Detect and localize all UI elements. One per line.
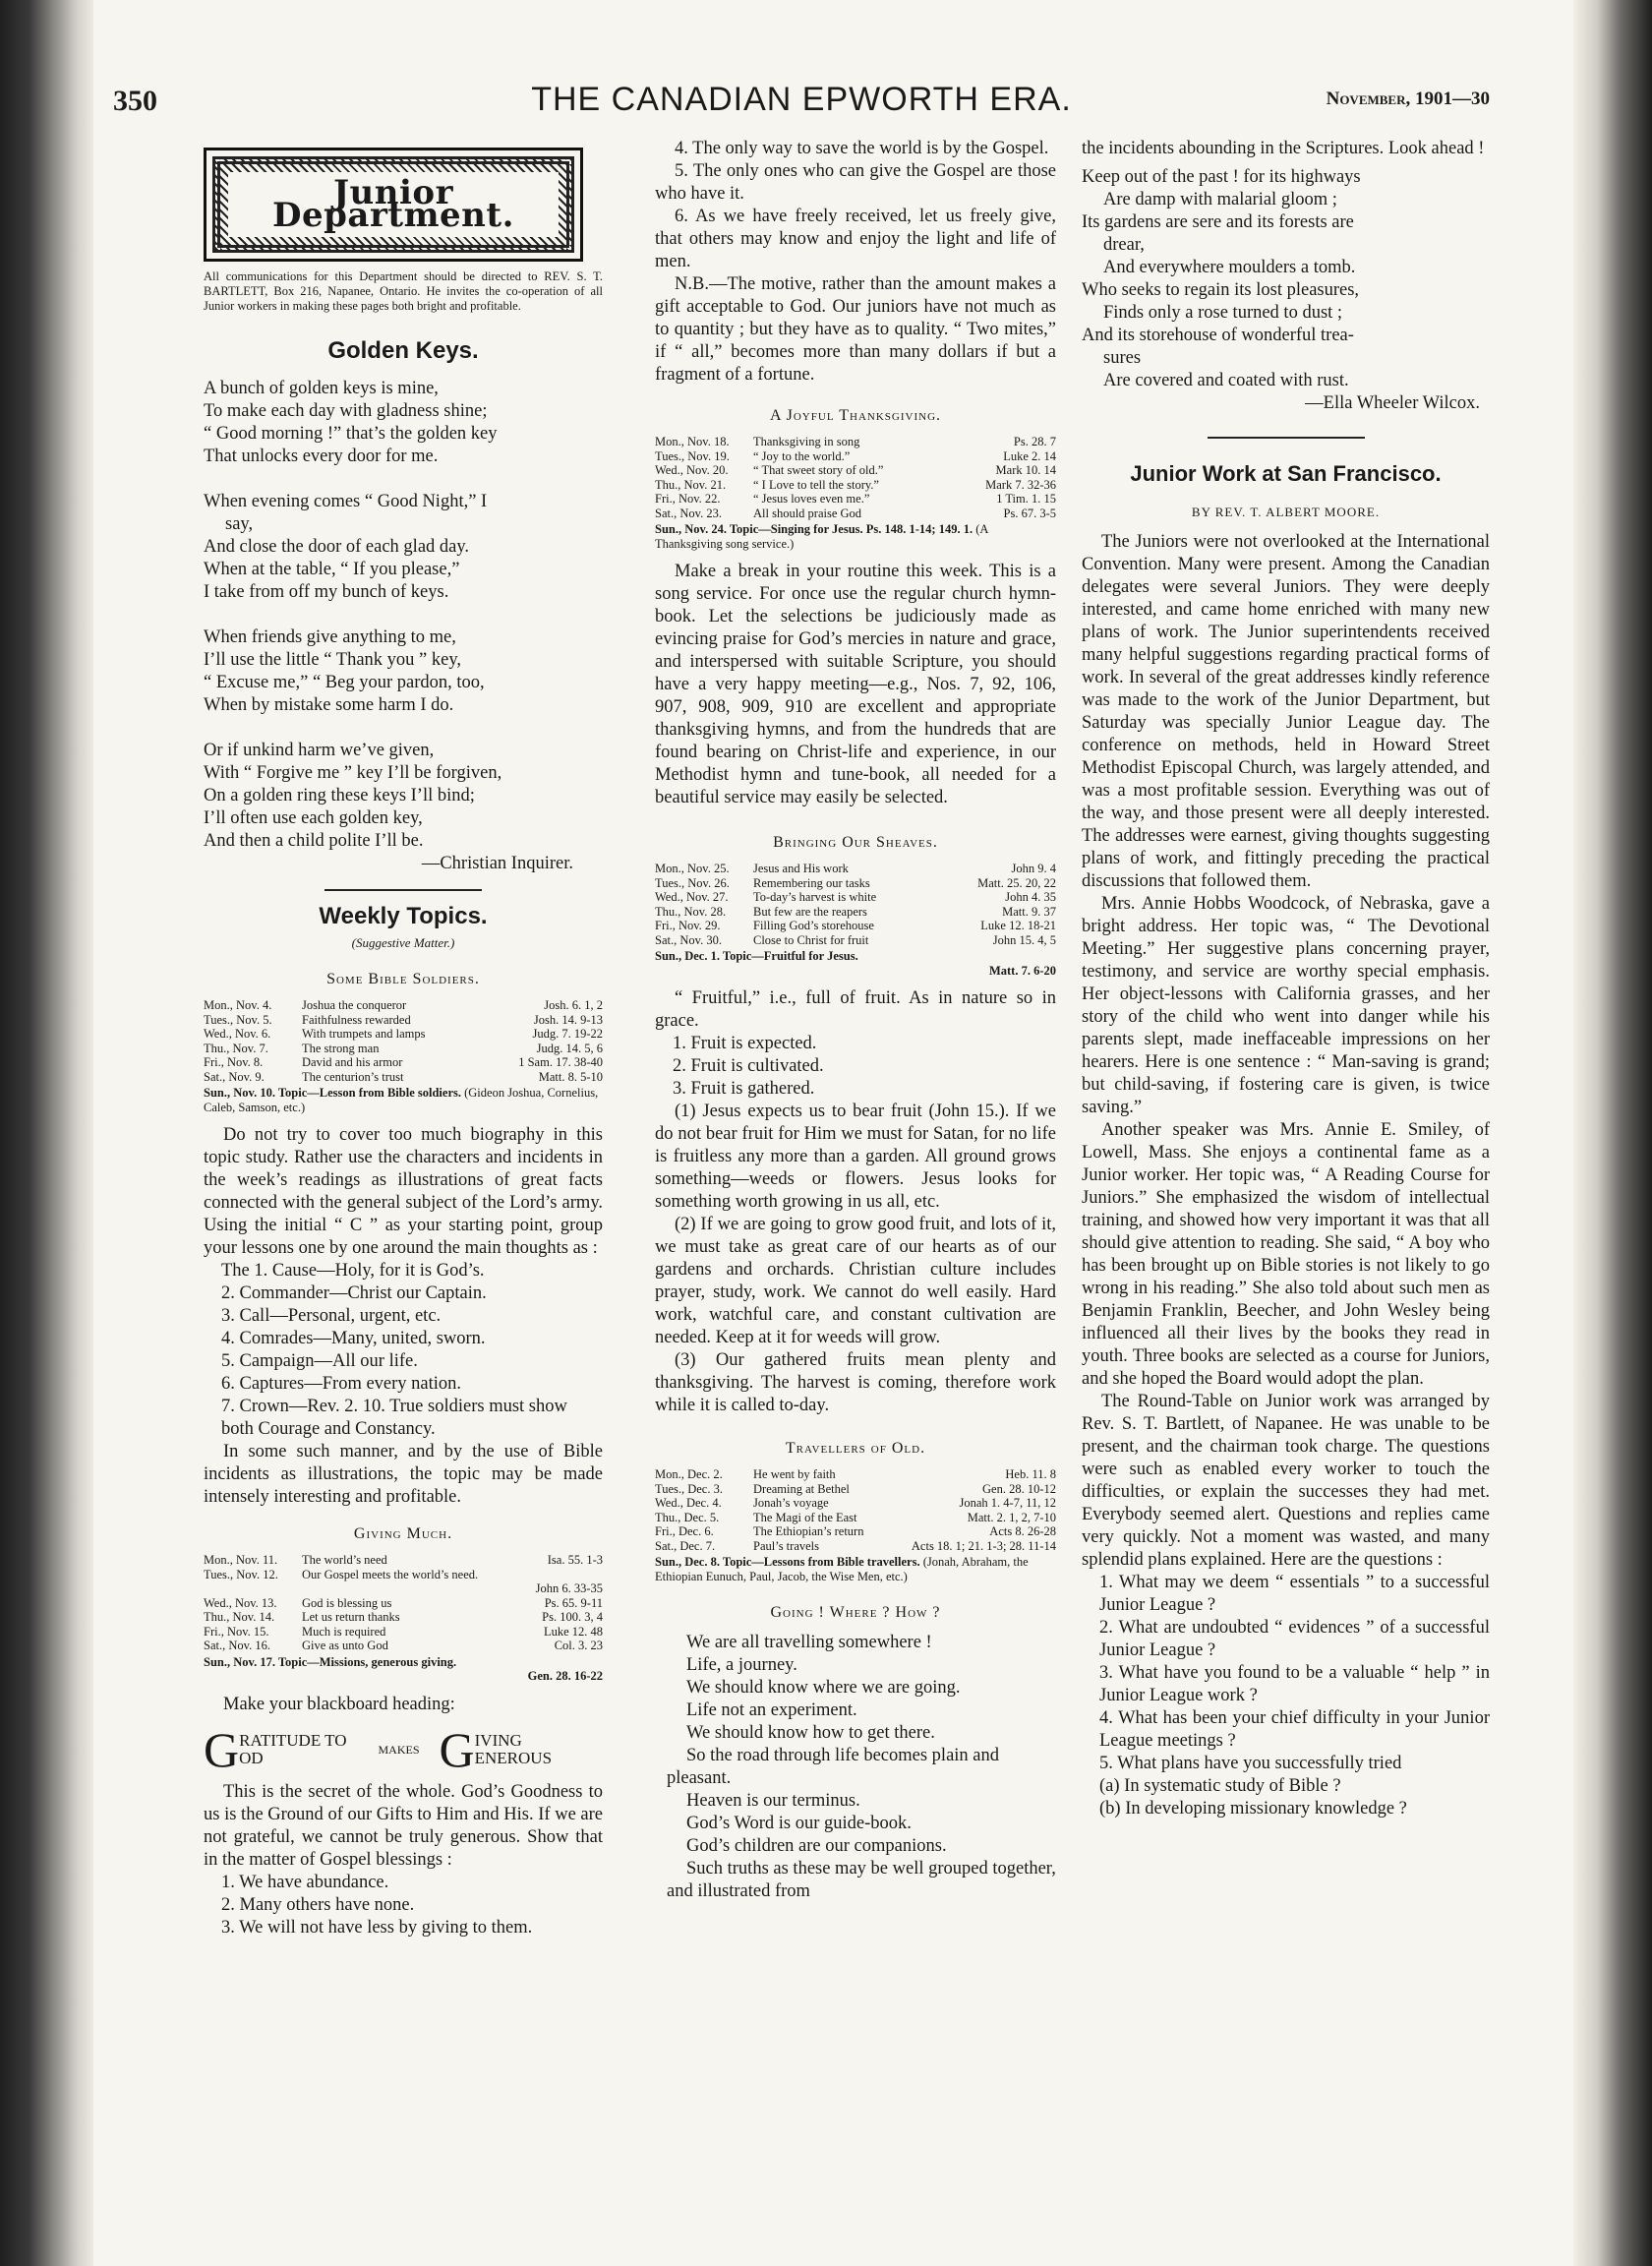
giving-much-heading: Giving Much. bbox=[353, 1525, 453, 1542]
department-note: All communications for this Department should be directed to REV. S. T. BARTLETT, Box 216, Napanee, Ontario. He invites the co-operation of all Junior workers in making these pages both bright and profitable. bbox=[204, 269, 603, 313]
list-item: Life not an experiment. bbox=[686, 1700, 857, 1720]
sheaves-topic bbox=[655, 949, 1056, 978]
sheaves-heading: Bringing Our Sheaves. bbox=[773, 834, 938, 851]
column-right bbox=[1082, 138, 1490, 1820]
poem-line: That unlocks every door for me. bbox=[204, 447, 439, 466]
reading-row bbox=[204, 1027, 603, 1042]
thanksgiving-heading: A Joyful Thanksgiving. bbox=[769, 407, 942, 424]
reading-date: Fri., Dec. 6. bbox=[655, 1524, 714, 1538]
reading-row bbox=[655, 1511, 1056, 1525]
paragraph: “ Fruitful,” i.e., full of fruit. As in nature so in grace. bbox=[655, 988, 1056, 1031]
reading-date: Sat., Nov. 23. bbox=[655, 506, 722, 520]
fruit-list bbox=[655, 1033, 1056, 1101]
reading-ref: Isa. 55. 1-3 bbox=[547, 1553, 603, 1567]
list-item: 3. We will not have less by giving to them. bbox=[221, 1917, 533, 1938]
paragraph: This is the secret of the whole. God’s Goodness to us is the Ground of our Gifts to Him and His. If we are not grateful, we cannot be truly generous. Show that in the matter of Gospel blessings : bbox=[204, 1781, 603, 1870]
san-francisco-article bbox=[1082, 531, 1490, 1572]
golden-keys-poem bbox=[204, 378, 603, 853]
page-header bbox=[113, 77, 1490, 126]
bible-soldiers-readings bbox=[204, 998, 603, 1084]
poem-line: To make each day with gladness shine; bbox=[204, 401, 488, 421]
reading-title: Paul’s travels bbox=[753, 1538, 820, 1553]
poem-line: When evening comes “ Good Night,” I bbox=[204, 492, 488, 511]
wilcox-source: —Ella Wheeler Wilcox. bbox=[1305, 393, 1480, 413]
poem-line: I’ll often use each golden key, bbox=[204, 808, 423, 828]
bb-word2b: ENEROUS bbox=[474, 1748, 553, 1767]
paragraph: The Juniors were not overlooked at the International Convention. Many were present. Among the Canadian delegates were several Juniors. They were deeply interested, and came home enriched with many new plans of work. The Junior superintendents received many helpful suggestions regarding practical forms of work. In several of the great addresses kindly reference was made to the work of the Junior Department, but Saturday was specially Junior League day. The conference on methods, held in Howard Street Methodist Episcopal Church, was largely attended, and was a most profitable session. Everything was out of the way, and those present were all deeply interested. The addresses were earnest, giving thoughts suggesting plans of work, and fittingly preceding the practical discussions that followed them. bbox=[1082, 532, 1490, 891]
reading-row bbox=[655, 435, 1056, 449]
list-item: 2. Many others have none. bbox=[221, 1894, 415, 1915]
reading-date: Wed., Nov. 20. bbox=[655, 463, 729, 477]
poem-line: With “ Forgive me ” key I’ll be forgiven, bbox=[204, 763, 502, 783]
list-item: 5. The only ones who can give the Gospel are those who have it. bbox=[655, 161, 1056, 204]
reading-row bbox=[655, 1482, 1056, 1497]
reading-title: David and his armor bbox=[302, 1055, 403, 1069]
bb-word2a: IVING bbox=[474, 1730, 522, 1750]
poem-line: And its storehouse of wonderful trea- bbox=[1082, 326, 1354, 345]
publication-title: THE CANADIAN EPWORTH ERA. bbox=[531, 81, 1072, 118]
paragraph: The Round-Table on Junior work was arranged by Rev. S. T. Bartlett, of Napanee. He was unable to be present, and the chairman took charge. The questions were such as enabled every worker to touch the difficulties, or explain the successes they had met. Everybody seemed alert. Questions and replies came very quickly. Not a moment was wasted, and many splendid plans explained. Here are the questions : bbox=[1082, 1392, 1490, 1570]
list-item: (a) In systematic study of Bible ? bbox=[1099, 1776, 1341, 1796]
list-item: (b) In developing missionary knowledge ? bbox=[1099, 1799, 1407, 1819]
topic-line: Sun., Nov. 10. Topic—Lesson from Bible soldiers. bbox=[204, 1086, 461, 1100]
topic-line: Sun., Nov. 17. Topic—Missions, generous giving. bbox=[204, 1654, 457, 1669]
paragraph: (1) Jesus expects us to bear fruit (John 15.). If we do not bear fruit for Him we must for Satan, for no life is fruitless any more than a garden. All ground grows something—weeds or flowers. Jesus looks for something worth growing in us all, etc. bbox=[655, 1102, 1056, 1212]
list-item: We should know how to get there. bbox=[686, 1723, 935, 1743]
bb-word2 bbox=[475, 1732, 552, 1767]
reading-date: Thu., Nov. 7. bbox=[204, 1041, 268, 1055]
reading-title: Jonah’s voyage bbox=[753, 1496, 829, 1510]
reading-title: God is blessing us bbox=[302, 1595, 392, 1610]
list-item: 7. Crown—Rev. 2. 10. True soldiers must show both Courage and Constancy. bbox=[221, 1397, 567, 1439]
bb-word1a: RATITUDE TO bbox=[239, 1730, 347, 1750]
reading-title: “ I Love to tell the story.” bbox=[753, 477, 879, 492]
travellers-heading: Travellers of Old. bbox=[785, 1440, 926, 1457]
paragraph: Another speaker was Mrs. Annie E. Smiley, of Lowell, Mass. She enjoys a continental fame as a Junior worker. Her topic was, “ A Reading Course for Juniors.” She emphasized the wisdom of intellectual training, and showed how very important it was that all should give attention to reading. She said, “ A boy who has been brought up on Bible stories is not likely to go wrong in his reading.” She also told about such men as Benjamin Franklin, Beecher, and John Wesley being influenced all their lives by the books they read in youth. Three books are selected as a course for Juniors, and she hoped the Board would adopt the plan. bbox=[1082, 1120, 1490, 1389]
reading-ref: Col. 3. 23 bbox=[554, 1639, 603, 1652]
reading-row bbox=[655, 919, 1056, 933]
reading-title: Jesus and His work bbox=[753, 862, 849, 875]
reading-row bbox=[204, 1568, 603, 1582]
reading-row bbox=[204, 1610, 603, 1625]
reading-date: Sat., Nov. 9. bbox=[204, 1069, 265, 1084]
reading-ref: John 4. 35 bbox=[1005, 890, 1056, 904]
reading-row bbox=[655, 905, 1056, 920]
paragraph: (2) If we are going to grow good fruit, and lots of it, we must take as great care of our hearts as of our gardens and orchards. Christian culture includes prayer, study, work. We cannot do well easily. Hard work, watchful care, and constant cultivation are needed. Keep at it for weeds will grow. bbox=[655, 1215, 1056, 1347]
reading-ref: Luke 12. 48 bbox=[543, 1624, 603, 1639]
reading-title: The world’s need bbox=[302, 1553, 387, 1567]
reading-row bbox=[204, 1553, 603, 1568]
poem-line: And then a child polite I’ll be. bbox=[204, 831, 424, 851]
reading-ref bbox=[599, 1568, 603, 1582]
questions-list bbox=[1082, 1572, 1490, 1820]
list-item: God’s Word is our guide-book. bbox=[686, 1814, 912, 1833]
reading-title: Remembering our tasks bbox=[753, 875, 870, 890]
reading-title: “ That sweet story of old.” bbox=[753, 463, 884, 477]
reading-title: But few are the reapers bbox=[753, 904, 867, 919]
reading-row bbox=[204, 1042, 603, 1056]
travellers-topic bbox=[655, 1555, 1056, 1583]
bb-initial-g1: G bbox=[204, 1721, 240, 1777]
reading-row bbox=[204, 1013, 603, 1028]
wilcox-poem bbox=[1082, 166, 1490, 392]
golden-keys-heading: Golden Keys. bbox=[327, 337, 479, 364]
san-francisco-byline: BY REV. T. ALBERT MOORE. bbox=[1191, 505, 1381, 519]
bb-word1b: OD bbox=[239, 1748, 264, 1767]
reading-ref: Acts 18. 1; 21. 1-3; 28. 11-14 bbox=[911, 1538, 1056, 1553]
topic-note: (Gideon Joshua, Cornelius, Caleb, Samson, etc.) bbox=[204, 1086, 599, 1114]
reading-ref: Judg. 14. 5, 6 bbox=[536, 1041, 603, 1055]
poem-line: “ Excuse me,” “ Beg your pardon, too, bbox=[204, 673, 485, 692]
weekly-topics-heading: Weekly Topics. bbox=[319, 903, 488, 929]
stanza-gap bbox=[204, 717, 603, 740]
list-item: 3. Call—Personal, urgent, etc. bbox=[221, 1306, 442, 1326]
stanza-gap bbox=[204, 468, 603, 491]
paragraph: Do not try to cover too much biography in this topic study. Rather use the characters and incidents in the week’s readings as illustrations of great facts connected with the general subject of the Lord’s army. Using the initial “ C ” as your starting point, group your lessons one by one around the main thoughts as : bbox=[204, 1125, 603, 1258]
reading-title bbox=[302, 1581, 532, 1596]
reading-row bbox=[204, 1639, 603, 1653]
reading-date: Fri., Nov. 29. bbox=[655, 919, 721, 932]
reading-ref: Matt. 25. 20, 22 bbox=[977, 875, 1056, 890]
reading-title: Dreaming at Bethel bbox=[753, 1481, 850, 1496]
paragraph: (3) Our gathered fruits mean plenty and thanksgiving. The harvest is coming, therefore work while it is called to-day. bbox=[655, 1350, 1056, 1415]
list-item: 1. We have abundance. bbox=[221, 1872, 389, 1892]
list-item: 2. Commander—Christ our Captain. bbox=[221, 1283, 487, 1303]
list-item: We are all travelling somewhere ! bbox=[686, 1633, 932, 1652]
list-item: 3. What have you found to be a valuable “ help ” in Junior League work ? bbox=[1099, 1663, 1490, 1705]
topic-note: (A Thanksgiving song service.) bbox=[655, 522, 988, 551]
poem-line: I take from off my bunch of keys. bbox=[204, 582, 449, 602]
poem-line: And everywhere moulders a tomb. bbox=[1103, 258, 1356, 277]
reading-date: Tues., Nov. 5. bbox=[204, 1012, 272, 1027]
reading-date: Fri., Nov. 15. bbox=[204, 1624, 269, 1639]
reading-date: Thu., Nov. 28. bbox=[655, 904, 727, 919]
poem-line: sures bbox=[1103, 348, 1142, 368]
list-item: We should know where we are going. bbox=[686, 1678, 961, 1698]
bb-makes: MAKES bbox=[378, 1742, 420, 1757]
reading-date: Sat., Nov. 30. bbox=[655, 932, 722, 947]
book-binding-right bbox=[1573, 0, 1652, 2266]
list-item: 1. Fruit is expected. bbox=[673, 1034, 817, 1053]
soldiers-list bbox=[204, 1260, 603, 1441]
reading-date: Mon., Nov. 4. bbox=[204, 998, 272, 1012]
list-item: God’s children are our companions. bbox=[686, 1836, 947, 1856]
reading-ref: Mark 7. 32-36 bbox=[985, 477, 1056, 492]
reading-date: Sat., Nov. 16. bbox=[204, 1639, 270, 1652]
reading-date: Mon., Nov. 25. bbox=[655, 862, 730, 875]
topic-note: (Jonah, Abraham, the Ethiopian Eunuch, Paul, Jacob, the Wise Men, etc.) bbox=[655, 1555, 1029, 1583]
reading-row bbox=[655, 890, 1056, 905]
poem-line: Its gardens are sere and its forests are bbox=[1082, 212, 1354, 232]
paragraph: In some such manner, and by the use of Bible incidents as illustrations, the topic may be made intensely interesting and profitable. bbox=[204, 1442, 603, 1507]
reading-date: Fri., Nov. 8. bbox=[204, 1055, 264, 1069]
reading-date bbox=[204, 1581, 302, 1596]
going-heading: Going ! Where ? How ? bbox=[770, 1604, 941, 1621]
poem-line: A bunch of golden keys is mine, bbox=[204, 379, 439, 398]
reading-row bbox=[655, 449, 1056, 464]
reading-date: Thu., Nov. 14. bbox=[204, 1610, 275, 1624]
poem-line: On a golden ring these keys I’ll bind; bbox=[204, 786, 475, 805]
list-item: 1. What may we deem “ essentials ” to a successful Junior League ? bbox=[1099, 1573, 1490, 1615]
poem-line: say, bbox=[225, 514, 254, 534]
giving-much-readings bbox=[204, 1553, 603, 1653]
reading-row bbox=[655, 1467, 1056, 1482]
blackboard-heading bbox=[204, 1721, 603, 1777]
reading-date: Mon., Nov. 11. bbox=[204, 1553, 278, 1567]
reading-ref: Mark 10. 14 bbox=[995, 463, 1056, 477]
reading-title: Close to Christ for fruit bbox=[753, 932, 869, 947]
reading-title: Our Gospel meets the world’s need. bbox=[302, 1567, 479, 1581]
reading-ref: 1 Sam. 17. 38-40 bbox=[518, 1055, 603, 1069]
stanza-gap bbox=[204, 604, 603, 626]
book-binding-left bbox=[0, 0, 98, 2266]
poem-line: Are damp with malarial gloom ; bbox=[1103, 190, 1337, 209]
reading-title: Joshua the conqueror bbox=[302, 998, 407, 1012]
reading-title: To-day’s harvest is white bbox=[753, 890, 877, 904]
reading-row bbox=[655, 463, 1056, 478]
banner-title: Junior Department. bbox=[228, 172, 559, 237]
list-item: 4. Comrades—Many, united, sworn. bbox=[221, 1329, 486, 1348]
reading-row bbox=[655, 478, 1056, 493]
reading-row bbox=[655, 1496, 1056, 1511]
poem-line: When by mistake some harm I do. bbox=[204, 695, 454, 715]
list-item: 5. What plans have you successfully tried bbox=[1099, 1754, 1402, 1773]
reading-title: “ Joy to the world.” bbox=[753, 448, 851, 463]
poem-line: Finds only a rose turned to dust ; bbox=[1103, 303, 1343, 323]
san-francisco-heading: Junior Work at San Francisco. bbox=[1130, 461, 1442, 486]
reading-ref: Luke 12. 18-21 bbox=[980, 919, 1056, 932]
reading-row bbox=[655, 933, 1056, 948]
topic-line: Sun., Nov. 24. Topic—Singing for Jesus. Ps. 148. 1-14; 149. 1. bbox=[655, 522, 974, 536]
page-number: 350 bbox=[113, 85, 157, 117]
section-divider bbox=[1208, 437, 1365, 439]
reading-row bbox=[204, 1070, 603, 1085]
reading-ref: Heb. 11. 8 bbox=[1005, 1467, 1056, 1481]
reading-date: Wed., Nov. 6. bbox=[204, 1027, 271, 1041]
list-item: 3. Fruit is gathered. bbox=[673, 1079, 815, 1099]
list-item: 6. Captures—From every nation. bbox=[221, 1374, 462, 1394]
reading-row bbox=[655, 1539, 1056, 1554]
reading-ref: Ps. 28. 7 bbox=[1013, 435, 1056, 448]
weekly-topics-subtitle: (Suggestive Matter.) bbox=[351, 935, 455, 950]
reading-row bbox=[655, 492, 1056, 507]
poem-line: I’ll use the little “ Thank you ” key, bbox=[204, 650, 462, 670]
paragraph: N.B.—The motive, rather than the amount makes a gift acceptable to God. Our juniors have not much as to quantity ; but they have as to quality. “ Two mites,” if “ all,” becomes more than many dollars if but a fragment of a fortune. bbox=[655, 274, 1056, 385]
thanksgiving-readings bbox=[655, 435, 1056, 520]
reading-title: He went by faith bbox=[753, 1467, 836, 1481]
column-left bbox=[204, 138, 603, 1939]
banner-border bbox=[212, 156, 574, 253]
list-item: The 1. Cause—Holy, for it is God’s. bbox=[221, 1261, 485, 1281]
list-item: Life, a journey. bbox=[686, 1655, 797, 1675]
reading-ref: John 15. 4, 5 bbox=[992, 932, 1056, 947]
bb-initial-g2: G bbox=[439, 1721, 475, 1777]
secret-list bbox=[204, 1872, 603, 1939]
reading-ref: Josh. 14. 9-13 bbox=[533, 1012, 603, 1027]
list-item: 2. What are undoubted “ evidences ” of a successful Junior League ? bbox=[1099, 1618, 1490, 1660]
reading-row bbox=[655, 507, 1056, 521]
poem-line: When at the table, “ If you please,” bbox=[204, 560, 460, 579]
reading-date: Wed., Nov. 27. bbox=[655, 890, 729, 904]
reading-title: Much is required bbox=[302, 1624, 386, 1639]
blackboard-intro: Make your blackboard heading: bbox=[223, 1694, 455, 1714]
reading-ref: Ps. 67. 3-5 bbox=[1003, 506, 1056, 520]
reading-title: Thanksgiving in song bbox=[753, 435, 860, 448]
topic-line: Sun., Dec. 8. Topic—Lessons from Bible travellers. bbox=[655, 1555, 920, 1569]
reading-ref: Matt. 8. 5-10 bbox=[538, 1069, 603, 1084]
reading-date: Fri., Nov. 22. bbox=[655, 492, 721, 506]
bible-soldiers-topic bbox=[204, 1086, 603, 1114]
reading-ref: Matt. 2. 1, 2, 7-10 bbox=[967, 1510, 1056, 1524]
list-item: 4. The only way to save the world is by the Gospel. bbox=[675, 139, 1049, 158]
junior-department-banner bbox=[204, 148, 583, 262]
reading-ref: 1 Tim. 1. 15 bbox=[996, 492, 1056, 506]
poem-line: Are covered and coated with rust. bbox=[1103, 371, 1349, 390]
reading-ref: John 6. 33-35 bbox=[535, 1581, 603, 1595]
reading-row bbox=[655, 862, 1056, 876]
reading-date: Wed., Dec. 4. bbox=[655, 1496, 722, 1510]
topic-ref: Gen. 28. 16-22 bbox=[527, 1669, 603, 1683]
column-middle bbox=[655, 138, 1056, 1903]
reading-title: The centurion’s trust bbox=[302, 1069, 404, 1084]
list-item: 6. As we have freely received, let us freely give, that others may know and enjoy the light and life of men. bbox=[655, 207, 1056, 271]
going-poem bbox=[655, 1632, 1056, 1903]
poem-line: And close the door of each glad day. bbox=[204, 537, 470, 557]
reading-date: Thu., Dec. 5. bbox=[655, 1510, 720, 1524]
bb-word1 bbox=[239, 1732, 346, 1767]
list-item: 4. What has been your chief difficulty in your Junior League meetings ? bbox=[1099, 1708, 1490, 1751]
reading-date: Tues., Nov. 26. bbox=[655, 875, 730, 890]
reading-row bbox=[204, 1596, 603, 1611]
list-item: 5. Campaign—All our life. bbox=[221, 1351, 418, 1371]
reading-title: Filling God’s storehouse bbox=[753, 919, 874, 932]
reading-ref: John 9. 4 bbox=[1011, 862, 1056, 875]
bible-soldiers-heading: Some Bible Soldiers. bbox=[326, 971, 480, 987]
golden-keys-source: —Christian Inquirer. bbox=[421, 854, 573, 873]
reading-ref: Josh. 6. 1, 2 bbox=[544, 998, 603, 1012]
giving-topic bbox=[204, 1655, 603, 1684]
reading-title: With trumpets and lamps bbox=[302, 1027, 426, 1041]
gospel-list bbox=[655, 138, 1056, 273]
reading-ref: Judg. 7. 19-22 bbox=[532, 1027, 603, 1041]
list-item: So the road through life becomes plain and pleasant. bbox=[667, 1746, 1000, 1788]
reading-ref: Matt. 9. 37 bbox=[1002, 904, 1056, 919]
paragraph: the incidents abounding in the Scriptures. Look ahead ! bbox=[1082, 139, 1485, 158]
reading-title: “ Jesus loves even me.” bbox=[753, 492, 870, 506]
list-item: 2. Fruit is cultivated. bbox=[673, 1056, 824, 1076]
reading-row bbox=[204, 1581, 603, 1596]
reading-ref: Luke 2. 14 bbox=[1003, 448, 1056, 463]
reading-date: Sat., Dec. 7. bbox=[655, 1538, 716, 1553]
paragraph: Make a break in your routine this week. This is a song service. For once use the regular church hymn-book. Let the selections be judiciously made as evincing praise for God’s mercies in nature and grace, and interspersed with suitable Scripture, you should have a very happy meeting—e.g., Nos. 7, 92, 106, 907, 908, 909, 910 are excellent and appropriate thanksgiving hymns, and from the hundreds that are found bearing on Christ-life and experience, in our Methodist hymn and tune-book, all needed for a beautiful service may easily be selected. bbox=[655, 562, 1056, 807]
reading-ref: Jonah 1. 4-7, 11, 12 bbox=[959, 1496, 1056, 1510]
reading-ref: Ps. 100. 3, 4 bbox=[542, 1610, 603, 1624]
reading-ref: Acts 8. 26-28 bbox=[989, 1524, 1056, 1538]
paragraph: Mrs. Annie Hobbs Woodcock, of Nebraska, gave a bright address. Her topic was, “ The Devotional Meeting.” Her suggestive plans concerning prayer, testimony, and service are worthy special emphasis. Her object-lessons with California grasses, and her story of the child who went into danger while his parents slept, made ineffaceable impressions on her hearers. Here is one sentence : “ Man-saving is grand; but child-saving, if fostering care is given, is twice saving.” bbox=[1082, 894, 1490, 1117]
list-item: Heaven is our terminus. bbox=[686, 1791, 860, 1811]
reading-date: Tues., Dec. 3. bbox=[655, 1481, 723, 1496]
topic-ref: Matt. 7. 6-20 bbox=[988, 963, 1056, 978]
reading-row bbox=[204, 1625, 603, 1640]
list-item: Such truths as these may be well grouped together, and illustrated from bbox=[667, 1859, 1056, 1901]
reading-title: The Ethiopian’s return bbox=[753, 1524, 864, 1538]
sheaves-readings bbox=[655, 862, 1056, 947]
poem-line: “ Good morning !” that’s the golden key bbox=[204, 424, 498, 444]
poem-line: Who seeks to regain its lost pleasures, bbox=[1082, 280, 1360, 300]
topic-line: Sun., Dec. 1. Topic—Fruitful for Jesus. bbox=[655, 949, 858, 963]
reading-date: Tues., Nov. 12. bbox=[204, 1567, 278, 1581]
reading-date: Thu., Nov. 21. bbox=[655, 477, 727, 492]
reading-title: Give as unto God bbox=[302, 1639, 388, 1652]
thanksgiving-topic bbox=[655, 522, 1056, 551]
reading-date: Tues., Nov. 19. bbox=[655, 448, 730, 463]
reading-ref: Gen. 28. 10-12 bbox=[982, 1481, 1056, 1496]
reading-title: All should praise God bbox=[753, 506, 862, 520]
reading-row bbox=[655, 876, 1056, 891]
issue-date: November, 1901—30 bbox=[1326, 89, 1490, 109]
reading-ref: Ps. 65. 9-11 bbox=[544, 1595, 603, 1610]
reading-date: Wed., Nov. 13. bbox=[204, 1595, 277, 1610]
poem-line: Or if unkind harm we’ve given, bbox=[204, 741, 435, 760]
travellers-readings bbox=[655, 1467, 1056, 1553]
reading-title: The strong man bbox=[302, 1041, 380, 1055]
reading-date: Mon., Nov. 18. bbox=[655, 435, 730, 448]
section-divider bbox=[324, 889, 482, 891]
reading-title: Faithfulness rewarded bbox=[302, 1012, 411, 1027]
reading-date: Mon., Dec. 2. bbox=[655, 1467, 723, 1481]
reading-row bbox=[655, 1524, 1056, 1539]
poem-line: Keep out of the past ! for its highways bbox=[1082, 167, 1361, 187]
reading-title: The Magi of the East bbox=[753, 1510, 857, 1524]
reading-row bbox=[204, 1055, 603, 1070]
poem-line: drear, bbox=[1103, 235, 1145, 255]
reading-title: Let us return thanks bbox=[302, 1610, 400, 1624]
poem-line: When friends give anything to me, bbox=[204, 627, 456, 647]
reading-row bbox=[204, 998, 603, 1013]
